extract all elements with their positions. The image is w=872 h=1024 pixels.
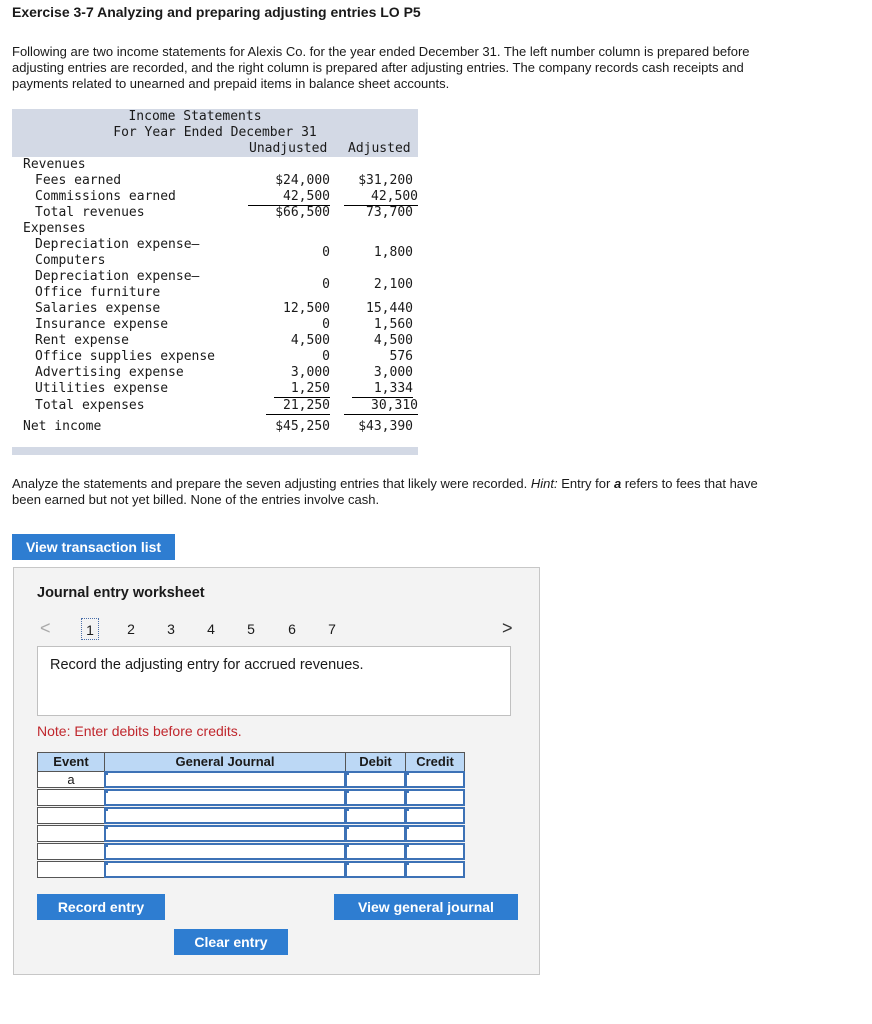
credit-input[interactable] bbox=[405, 825, 465, 842]
account-input[interactable] bbox=[104, 825, 346, 842]
credit-header: Credit bbox=[405, 752, 465, 772]
intro-text: Following are two income statements for Alexis Co. for the year ended December 31. The left number column is prepared before adjusting entries are recorded, and the right column is prepared after adjusting entries. The company records cash receipts and payments related to unearned and prepaid items in balance sheet accounts. bbox=[12, 44, 750, 91]
total-revenues-row bbox=[12, 205, 418, 221]
instructions-part-3: refers to fees that have been earned but not yet billed. None of the entries involve cash. bbox=[12, 476, 758, 507]
total-expenses-label: Total expenses bbox=[35, 398, 145, 413]
step-1[interactable]: 1 bbox=[81, 618, 99, 640]
total-revenues-unadjusted: $66,500 bbox=[275, 205, 330, 220]
account-input[interactable] bbox=[104, 807, 346, 824]
dep-computers-values bbox=[12, 245, 418, 261]
view-general-journal-button[interactable]: View general journal bbox=[334, 894, 518, 920]
advertising-adjusted: 3,000 bbox=[373, 365, 413, 380]
utilities-unadjusted: 1,250 bbox=[274, 381, 330, 398]
income-statement bbox=[12, 109, 418, 455]
col-adjusted-header: Adjusted bbox=[348, 141, 411, 156]
revenues-heading bbox=[12, 157, 418, 173]
entry-note: Note: Enter debits before credits. bbox=[37, 723, 242, 739]
event-header: Event bbox=[37, 752, 105, 772]
total-revenues-label: Total revenues bbox=[35, 205, 145, 220]
dep-computers-label-2: Computers bbox=[35, 253, 106, 268]
total-expenses-adjusted: 30,310 bbox=[344, 398, 418, 415]
debit-input[interactable] bbox=[345, 843, 406, 860]
entry-pagination bbox=[36, 618, 522, 640]
fees-adjusted: $31,200 bbox=[358, 173, 413, 188]
hint-letter: a bbox=[613, 476, 622, 491]
commissions-row bbox=[12, 189, 418, 205]
net-income-unadjusted: $45,250 bbox=[275, 419, 330, 434]
advertising-row bbox=[12, 365, 418, 381]
salaries-adjusted: 15,440 bbox=[366, 301, 413, 316]
event-cell bbox=[37, 825, 105, 842]
debit-input[interactable] bbox=[345, 807, 406, 824]
entry-prompt: Record the adjusting entry for accrued revenues. bbox=[37, 646, 511, 716]
dep-computers-adjusted: 1,800 bbox=[373, 245, 413, 260]
total-expenses-unadjusted: 21,250 bbox=[266, 398, 330, 415]
utilities-label: Utilities expense bbox=[35, 381, 169, 396]
rent-adjusted: 4,500 bbox=[373, 333, 413, 348]
expenses-heading bbox=[12, 221, 418, 237]
next-arrow-icon[interactable]: > bbox=[502, 618, 513, 638]
dep-computers-unadjusted: 0 bbox=[322, 245, 330, 260]
debit-input[interactable] bbox=[345, 771, 406, 788]
account-input[interactable] bbox=[104, 843, 346, 860]
debit-input[interactable] bbox=[345, 825, 406, 842]
account-input[interactable] bbox=[104, 789, 346, 806]
supplies-adjusted: 576 bbox=[389, 349, 413, 364]
salaries-unadjusted: 12,500 bbox=[283, 301, 330, 316]
commissions-unadjusted: 42,500 bbox=[248, 189, 330, 206]
statement-footer-bar bbox=[12, 447, 418, 455]
account-input[interactable] bbox=[104, 771, 346, 788]
dep-furniture-label-2: Office furniture bbox=[35, 285, 161, 300]
commissions-adjusted: 42,500 bbox=[344, 189, 418, 206]
dep-furniture-label-1: Depreciation expense— bbox=[35, 269, 200, 284]
prev-arrow-icon[interactable]: < bbox=[40, 618, 51, 638]
supplies-unadjusted: 0 bbox=[322, 349, 330, 364]
statement-title: Income Statements bbox=[128, 109, 262, 124]
fees-unadjusted: $24,000 bbox=[275, 173, 330, 188]
event-cell bbox=[37, 843, 105, 860]
insurance-row bbox=[12, 317, 418, 333]
statement-header bbox=[12, 109, 418, 157]
net-income-row bbox=[12, 419, 418, 435]
dep-furniture-values bbox=[12, 277, 418, 293]
exercise-title: Exercise 3-7 Analyzing and preparing adjusting entries LO P5 bbox=[12, 4, 421, 20]
dep-computers-label-1: Depreciation expense— bbox=[35, 237, 200, 252]
statement-subtitle: For Year Ended December 31 bbox=[113, 125, 317, 140]
journal-entry-worksheet bbox=[13, 567, 540, 975]
dep-furniture-unadjusted: 0 bbox=[322, 277, 330, 292]
step-2[interactable]: 2 bbox=[127, 621, 135, 637]
salaries-row bbox=[12, 301, 418, 317]
net-income-label: Net income bbox=[23, 419, 102, 434]
rent-unadjusted: 4,500 bbox=[290, 333, 330, 348]
credit-input[interactable] bbox=[405, 807, 465, 824]
step-4[interactable]: 4 bbox=[207, 621, 215, 637]
credit-input[interactable] bbox=[405, 861, 465, 878]
credit-input[interactable] bbox=[405, 843, 465, 860]
insurance-unadjusted: 0 bbox=[322, 317, 330, 332]
expenses-label: Expenses bbox=[23, 221, 86, 236]
hint-label: Hint: bbox=[530, 476, 558, 491]
net-income-adjusted: $43,390 bbox=[358, 419, 413, 434]
instructions-part-2: Entry for bbox=[557, 476, 614, 491]
fees-label: Fees earned bbox=[35, 173, 122, 188]
total-revenues-adjusted: 73,700 bbox=[366, 205, 413, 220]
insurance-adjusted: 1,560 bbox=[373, 317, 413, 332]
debit-input[interactable] bbox=[345, 789, 406, 806]
credit-input[interactable] bbox=[405, 771, 465, 788]
debit-header: Debit bbox=[345, 752, 406, 772]
event-cell bbox=[37, 789, 105, 806]
rent-label: Rent expense bbox=[35, 333, 129, 348]
step-7[interactable]: 7 bbox=[328, 621, 336, 637]
revenues-label: Revenues bbox=[23, 157, 86, 172]
credit-input[interactable] bbox=[405, 789, 465, 806]
col-unadjusted-header: Unadjusted bbox=[249, 141, 328, 156]
record-entry-button[interactable]: Record entry bbox=[37, 894, 165, 920]
worksheet-title: Journal entry worksheet bbox=[37, 585, 205, 601]
event-cell: a bbox=[37, 771, 105, 788]
instructions-part-1: Analyze the statements and prepare the seven adjusting entries that likely were recorded. bbox=[12, 476, 531, 491]
utilities-row bbox=[12, 381, 418, 397]
view-transaction-list-button[interactable]: View transaction list bbox=[12, 534, 175, 560]
clear-entry-button[interactable]: Clear entry bbox=[174, 929, 288, 955]
step-5[interactable]: 5 bbox=[247, 621, 255, 637]
rent-row bbox=[12, 333, 418, 349]
step-3[interactable]: 3 bbox=[167, 621, 175, 637]
supplies-row bbox=[12, 349, 418, 365]
event-cell bbox=[37, 807, 105, 824]
advertising-label: Advertising expense bbox=[35, 365, 184, 380]
advertising-unadjusted: 3,000 bbox=[290, 365, 330, 380]
dep-furniture-adjusted: 2,100 bbox=[373, 277, 413, 292]
event-cell bbox=[37, 861, 105, 878]
commissions-label: Commissions earned bbox=[35, 189, 176, 204]
account-input[interactable] bbox=[104, 861, 346, 878]
instructions-text bbox=[12, 476, 772, 508]
step-6[interactable]: 6 bbox=[288, 621, 296, 637]
insurance-label: Insurance expense bbox=[35, 317, 169, 332]
general-journal-header: General Journal bbox=[104, 752, 346, 772]
supplies-label: Office supplies expense bbox=[35, 349, 216, 364]
fees-row bbox=[12, 173, 418, 189]
salaries-label: Salaries expense bbox=[35, 301, 161, 316]
utilities-adjusted: 1,334 bbox=[352, 381, 413, 398]
debit-input[interactable] bbox=[345, 861, 406, 878]
total-expenses-row bbox=[12, 398, 418, 414]
